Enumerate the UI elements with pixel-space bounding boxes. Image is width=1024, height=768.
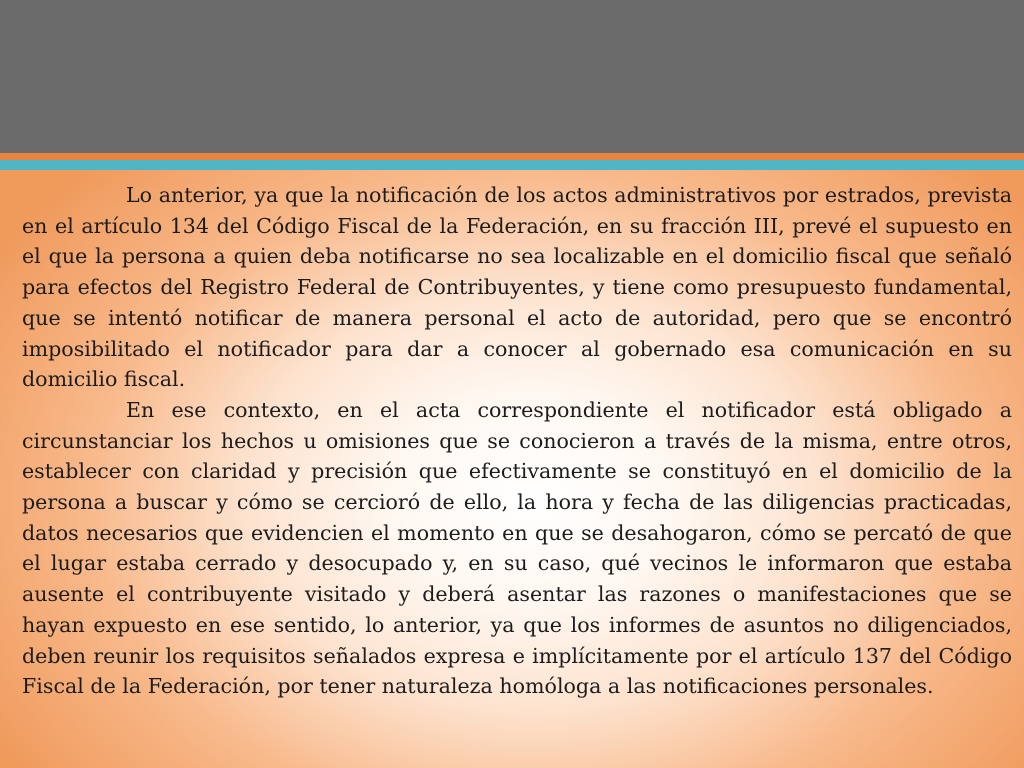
paragraph-1: Lo anterior, ya que la notificación de los actos administrativos por estrados, prevista en el artículo 134 del Código Fiscal de la Federación, en su fracción III, prevé el supuesto en el que la persona a quien deba notificarse no sea localizable en el domicilio fiscal que señaló para efectos del Registro Federal de Contribuyentes, y tiene como presupuesto fundamental, que se intentó notificar de manera personal el acto de autoridad, pero que se encontró imposibilitado el notificador para dar a conocer al gobernado esa comunicación en su domicilio fiscal. (22, 183, 1012, 392)
header-band (0, 0, 1024, 153)
body-text (22, 180, 1012, 702)
orange-stripe (0, 153, 1024, 160)
slide-body (0, 170, 1024, 768)
paragraph-2: En ese contexto, en el acta correspondiente el notificador está obligado a circunstanciar los hechos u omisiones que se conocieron a través de la misma, entre otros, establecer con claridad y precisión que efectivamente se constituyó en el domicilio de la persona a buscar y cómo se cercioró de ello, la hora y fecha de las diligencias practicadas, datos necesarios que evidencien el momento en que se desahogaron, cómo se percató de que el lugar estaba cerrado y desocupado y, en su caso, qué vecinos le informaron que estaba ausente el contribuyente visitado y deberá asentar las razones o manifestaciones que se hayan expuesto en ese sentido, lo anterior, ya que los informes de asuntos no diligenciados, deben reunir los requisitos señalados expresa e implícitamente por el artículo 137 del Código Fiscal de la Federación, por tener naturaleza homóloga a las notificaciones personales. (22, 397, 1012, 699)
teal-stripe (0, 160, 1024, 170)
